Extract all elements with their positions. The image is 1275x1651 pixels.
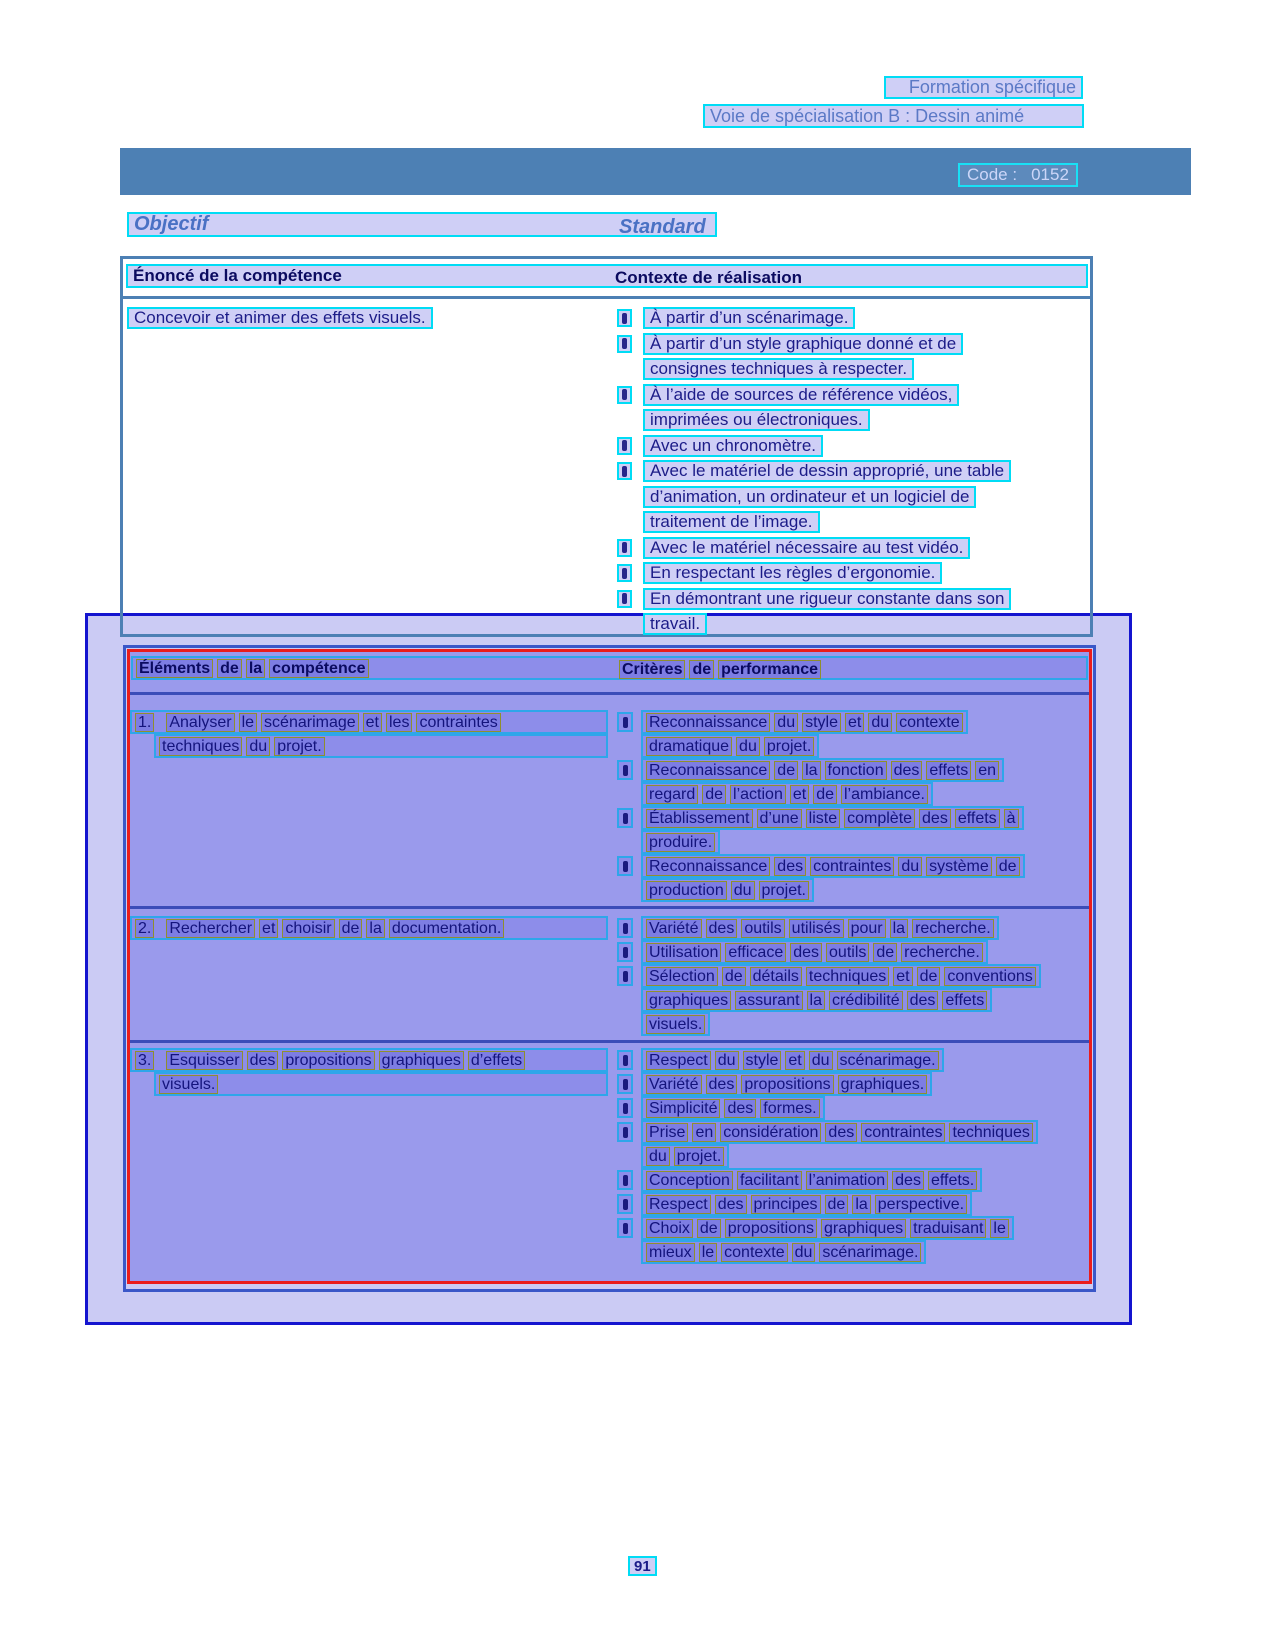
word-box: de [774, 761, 798, 780]
word-box: compétence [269, 659, 368, 678]
word-box: et [259, 919, 278, 938]
word-box: la [852, 1195, 870, 1214]
word-box: Utilisation [646, 943, 721, 962]
objectif-standard-row [127, 212, 717, 237]
word-box: d’effets [468, 1051, 525, 1070]
criterion-line [641, 916, 999, 940]
word-box: Respect [646, 1195, 711, 1214]
word-box: Établissement [646, 809, 753, 828]
word-box: à [1004, 809, 1019, 828]
word-box: produire. [646, 833, 715, 852]
word-box: Variété [646, 919, 702, 938]
word-box: production [646, 881, 727, 900]
word-box: et [893, 967, 912, 986]
context-line: En démontrant une rigueur constante dans son [643, 588, 1011, 610]
word-box: principes [751, 1195, 821, 1214]
word-box: du [809, 1051, 833, 1070]
word-box: des [892, 1171, 924, 1190]
word-box: système [926, 857, 992, 876]
bullet-glyph [623, 971, 628, 982]
word-box: visuels. [159, 1075, 218, 1094]
criterion-line [641, 782, 933, 806]
page-number: 91 [628, 1556, 657, 1576]
word-box: des [247, 1051, 279, 1070]
bullet-glyph [623, 1103, 628, 1114]
criterion-line [641, 854, 1025, 878]
bullet-marker-icon [617, 808, 633, 828]
word-box: Reconnaissance [646, 713, 770, 732]
word-box: style [743, 1051, 782, 1070]
table2-header-row [131, 656, 1088, 680]
word-box: effets [926, 761, 971, 780]
bullet-marker-icon [617, 309, 632, 327]
bullet-glyph [623, 813, 628, 824]
bullet-marker-icon [617, 942, 633, 962]
word-box: la [802, 761, 820, 780]
word-box: perspective. [875, 1195, 967, 1214]
word-box: techniques [949, 1123, 1032, 1142]
table1-header-separator [123, 296, 1090, 299]
bullet-marker-icon [617, 1098, 633, 1118]
bullet-glyph [622, 338, 627, 349]
word-box: Variété [646, 1075, 702, 1094]
word-box: Choix [646, 1219, 693, 1238]
criterion-line [641, 1216, 1014, 1240]
bullet-marker-icon [617, 1170, 633, 1190]
word-box: du [792, 1243, 816, 1262]
word-box: mieux [646, 1243, 695, 1262]
word-box: des [706, 1075, 738, 1094]
bullet-glyph [622, 440, 627, 451]
word-box: scénarimage. [837, 1051, 939, 1070]
bullet-glyph [623, 1223, 628, 1234]
context-line: Avec un chronomètre. [643, 435, 823, 457]
bullet-marker-icon [617, 539, 632, 557]
context-line: traitement de l’image. [643, 511, 820, 533]
word-box: du [736, 737, 760, 756]
word-box: et [790, 785, 809, 804]
context-line: d’animation, un ordinateur et un logiciel de [643, 486, 976, 508]
code-value: 0152 [1031, 165, 1069, 184]
context-line: consignes techniques à respecter. [643, 358, 914, 380]
bullet-marker-icon [617, 1194, 633, 1214]
word-box: la [890, 919, 908, 938]
header-specialisation-line: Voie de spécialisation B : Dessin animé [703, 104, 1084, 128]
word-box: graphiques [646, 991, 731, 1010]
word-box: Reconnaissance [646, 857, 770, 876]
word-box: propositions [725, 1219, 817, 1238]
element-line [130, 916, 608, 940]
word-box: Critères [619, 660, 685, 679]
word-box: visuels. [646, 1015, 705, 1034]
word-box: graphiques [379, 1051, 464, 1070]
competence-statement: Concevoir et animer des effets visuels. [127, 307, 433, 329]
word-box: techniques [159, 737, 242, 756]
code-label: Code : [967, 165, 1018, 184]
bullet-glyph [622, 389, 627, 400]
word-box: et [845, 713, 864, 732]
code-badge [958, 163, 1078, 187]
bullet-marker-icon [617, 335, 632, 353]
criterion-line [641, 1120, 1038, 1144]
word-box: Simplicité [646, 1099, 720, 1118]
word-box: Conception [646, 1171, 733, 1190]
bullet-marker-icon [617, 462, 632, 480]
word-box: dramatique [646, 737, 732, 756]
bullet-glyph [623, 947, 628, 958]
word-box: du [646, 1147, 670, 1166]
criterion-line [641, 806, 1024, 830]
word-box: des [790, 943, 822, 962]
element-line [154, 1072, 608, 1096]
word-box: recherche. [901, 943, 983, 962]
criterion-line [641, 878, 814, 902]
criterion-line [641, 1240, 926, 1264]
criterion-line [641, 830, 720, 854]
bullet-glyph [623, 717, 628, 728]
word-box: Esquisser [166, 1051, 242, 1070]
word-box: de [339, 919, 363, 938]
word-box: de [996, 857, 1020, 876]
contexte-header: Contexte de réalisation [615, 268, 803, 287]
word-box: du [898, 857, 922, 876]
context-line: À partir d’un style graphique donné et de [643, 333, 963, 355]
bullet-marker-icon [617, 564, 632, 582]
element-line [130, 710, 608, 734]
bullet-glyph [623, 1175, 628, 1186]
bullet-glyph [623, 1199, 628, 1210]
bullet-marker-icon [617, 712, 633, 732]
bullet-glyph [623, 765, 628, 776]
bullet-marker-icon [617, 760, 633, 780]
word-box: Respect [646, 1051, 711, 1070]
criterion-line [641, 1072, 932, 1096]
bullet-marker-icon [617, 918, 633, 938]
word-box: contraintes [416, 713, 500, 732]
word-box: le [239, 713, 257, 732]
word-box: contraintes [861, 1123, 945, 1142]
word-box: des [724, 1099, 756, 1118]
word-box: des [715, 1195, 747, 1214]
bullet-glyph [622, 466, 627, 477]
word-box: d’une [757, 809, 802, 828]
word-box: traduisant [910, 1219, 986, 1238]
criteres-header [619, 660, 821, 679]
criterion-line [641, 758, 1004, 782]
bullet-glyph [622, 593, 627, 604]
word-box: des [919, 809, 951, 828]
word-box: effets [955, 809, 1000, 828]
bullet-glyph [623, 1055, 628, 1066]
word-box: contraintes [810, 857, 894, 876]
criterion-line [641, 964, 1041, 988]
bullet-glyph [623, 1079, 628, 1090]
word-box: considération [720, 1123, 821, 1142]
word-box: la [807, 991, 825, 1010]
criterion-line [641, 1168, 982, 1192]
criterion-line [641, 1012, 710, 1036]
word-box: graphiques. [838, 1075, 928, 1094]
criterion-line [641, 710, 968, 734]
elements-header [136, 659, 369, 678]
header-formation-line: Formation spécifique [884, 76, 1083, 99]
bullet-glyph [623, 1127, 628, 1138]
enonce-header: Énoncé de la compétence [133, 266, 342, 285]
word-box: des [774, 857, 806, 876]
word-box: crédibilité [829, 991, 903, 1010]
bullet-marker-icon [617, 1074, 633, 1094]
word-box: de [689, 660, 714, 679]
word-box: des [706, 919, 738, 938]
bullet-marker-icon [617, 1122, 633, 1142]
word-box: de [722, 967, 746, 986]
word-box: le [990, 1219, 1008, 1238]
bullet-glyph [623, 923, 628, 934]
bullet-marker-icon [617, 1218, 633, 1238]
criterion-line [641, 1096, 825, 1120]
word-box: performance [718, 660, 821, 679]
word-box: le [699, 1243, 717, 1262]
bullet-marker-icon [617, 437, 632, 455]
word-box: facilitant [737, 1171, 802, 1190]
word-box: la [246, 659, 265, 678]
word-box: du [868, 713, 892, 732]
word-box: assurant [735, 991, 802, 1010]
word-box: scénarimage. [819, 1243, 921, 1262]
word-box: en [692, 1123, 716, 1142]
word-box: de [917, 967, 941, 986]
word-box: pour [848, 919, 886, 938]
criterion-line [641, 1192, 972, 1216]
bullet-marker-icon [617, 386, 632, 404]
word-box: des [907, 991, 939, 1010]
word-box: et [785, 1051, 804, 1070]
word-box: 3. [135, 1051, 154, 1070]
word-box: les [386, 713, 412, 732]
word-box: de [702, 785, 726, 804]
word-box: en [975, 761, 999, 780]
word-box: la [366, 919, 384, 938]
word-box: utilisés [789, 919, 844, 938]
word-box: propositions [741, 1075, 833, 1094]
criterion-line [641, 940, 988, 964]
word-box: Rechercher [166, 919, 255, 938]
word-box: du [731, 881, 755, 900]
word-box: style [802, 713, 841, 732]
context-line: En respectant les règles d’ergonomie. [643, 562, 942, 584]
table1-header-row [126, 264, 1088, 288]
element-line [130, 1048, 608, 1072]
word-box: conventions [944, 967, 1035, 986]
word-box: graphiques [821, 1219, 906, 1238]
criterion-line [641, 988, 992, 1012]
bullet-marker-icon [617, 966, 633, 986]
word-box: outils [741, 919, 784, 938]
word-box: 2. [135, 919, 154, 938]
word-box: l’ambiance. [841, 785, 928, 804]
context-line: Avec le matériel nécessaire au test vidéo. [643, 537, 970, 559]
word-box: contexte [896, 713, 962, 732]
word-box: Prise [646, 1123, 688, 1142]
word-box: du [715, 1051, 739, 1070]
word-box: et [363, 713, 382, 732]
word-box: liste [806, 809, 840, 828]
word-box: Reconnaissance [646, 761, 770, 780]
word-box: formes. [760, 1099, 819, 1118]
word-box: l’animation [806, 1171, 888, 1190]
word-box: de [813, 785, 837, 804]
table2-row-separator-2 [130, 1040, 1089, 1043]
word-box: efficace [725, 943, 786, 962]
word-box: effets. [928, 1171, 977, 1190]
word-box: détails [750, 967, 802, 986]
bullet-glyph [622, 568, 627, 579]
word-box: du [774, 713, 798, 732]
bullet-marker-icon [617, 856, 633, 876]
word-box: outils [826, 943, 869, 962]
word-box: recherche. [912, 919, 994, 938]
context-line: imprimées ou électroniques. [643, 409, 870, 431]
word-box: projet. [759, 881, 809, 900]
criterion-line [641, 1048, 944, 1072]
word-box: complète [844, 809, 915, 828]
word-box: fonction [825, 761, 887, 780]
standard-label: Standard [619, 216, 706, 238]
word-box: contexte [721, 1243, 787, 1262]
word-box: l’action [730, 785, 786, 804]
word-box: regard [646, 785, 698, 804]
word-box: des [891, 761, 923, 780]
element-line [154, 734, 608, 758]
word-box: techniques [806, 967, 889, 986]
table2-header-separator [130, 692, 1089, 695]
bullet-glyph [622, 313, 627, 324]
word-box: propositions [282, 1051, 374, 1070]
context-line: À partir d’un scénarimage. [643, 307, 855, 329]
word-box: du [246, 737, 270, 756]
word-box: 1. [135, 713, 154, 732]
word-box: projet. [764, 737, 814, 756]
word-box: documentation. [389, 919, 504, 938]
bullet-glyph [622, 542, 627, 553]
word-box: de [697, 1219, 721, 1238]
context-line: Avec le matériel de dessin approprié, une table [643, 460, 1011, 482]
word-box: projet. [674, 1147, 724, 1166]
word-box: projet. [274, 737, 324, 756]
context-line: travail. [643, 613, 707, 635]
word-box: choisir [282, 919, 334, 938]
bullet-marker-icon [617, 1050, 633, 1070]
objectif-label: Objectif [134, 213, 209, 235]
word-box: de [873, 943, 897, 962]
word-box: Éléments [136, 659, 213, 678]
criterion-line [641, 1144, 729, 1168]
word-box: Analyser [166, 713, 234, 732]
word-box: Sélection [646, 967, 718, 986]
bullet-glyph [623, 861, 628, 872]
context-line: À l’aide de sources de référence vidéos, [643, 384, 959, 406]
word-box: effets [942, 991, 987, 1010]
word-box: de [217, 659, 242, 678]
table2-row-separator-1 [130, 906, 1089, 909]
word-box: de [825, 1195, 849, 1214]
word-box: scénarimage [261, 713, 359, 732]
word-box: des [825, 1123, 857, 1142]
code-bar [120, 148, 1191, 195]
criterion-line [641, 734, 819, 758]
bullet-marker-icon [617, 590, 632, 608]
